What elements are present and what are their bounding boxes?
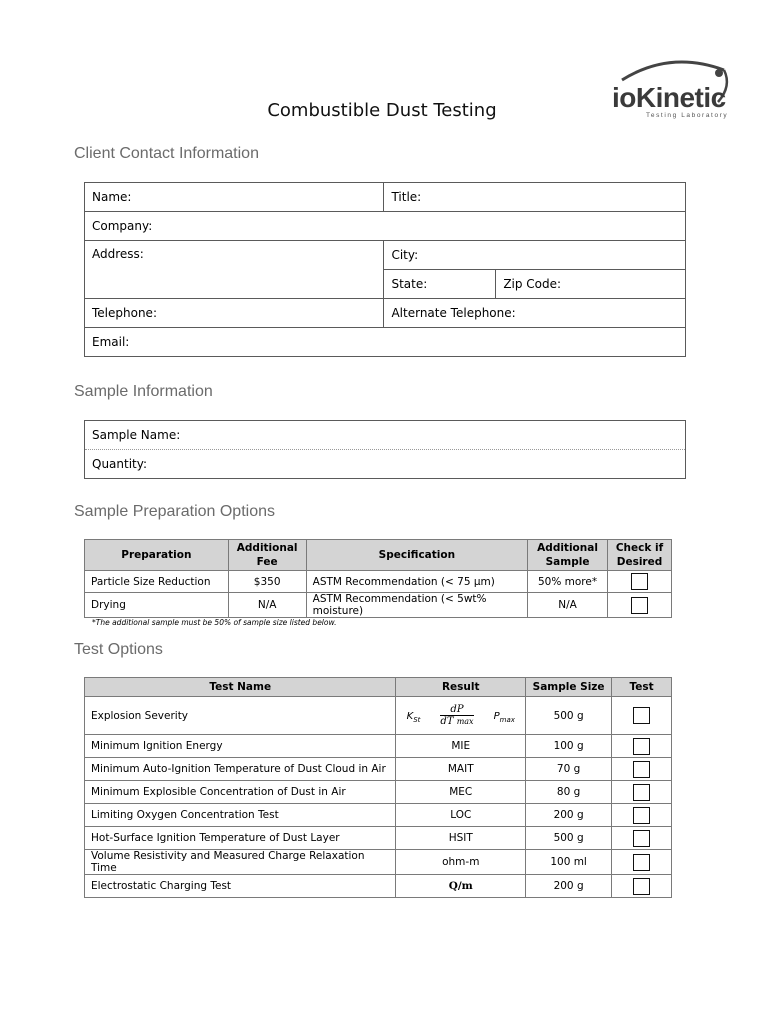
header-check-if-desired: Check if Desired	[608, 540, 672, 571]
header-additional-sample: Additional Sample	[528, 540, 608, 571]
test-check-cell	[612, 804, 672, 827]
test-result: Q/m	[396, 875, 526, 898]
test-check-cell	[612, 850, 672, 875]
table-row	[85, 804, 672, 827]
explosion-severity-checkbox[interactable]	[633, 707, 650, 724]
volume-resistivity-checkbox[interactable]	[633, 854, 650, 871]
quantity-field[interactable]: Quantity:	[85, 450, 686, 479]
city-field[interactable]: City:	[384, 241, 686, 270]
prep-additional-sample: 50% more*	[528, 571, 608, 593]
table-row	[85, 241, 686, 270]
company-field[interactable]: Company:	[85, 212, 686, 241]
state-field[interactable]: State:	[384, 270, 496, 299]
table-row	[85, 299, 686, 328]
loc-checkbox[interactable]	[633, 807, 650, 824]
test-name: Electrostatic Charging Test	[85, 875, 396, 898]
sample-name-field[interactable]: Sample Name:	[85, 421, 686, 450]
table-row	[85, 571, 672, 593]
test-result: MEC	[396, 781, 526, 804]
test-sample-size: 70 g	[526, 758, 612, 781]
table-row	[85, 781, 672, 804]
test-result: LOC	[396, 804, 526, 827]
test-sample-size: 80 g	[526, 781, 612, 804]
logo-brand: ioKinetic	[612, 82, 726, 113]
test-name: Minimum Ignition Energy	[85, 735, 396, 758]
prep-section-heading: Sample Preparation Options	[74, 503, 275, 520]
telephone-field[interactable]: Telephone:	[85, 299, 384, 328]
table-row	[85, 735, 672, 758]
table-row	[85, 875, 672, 898]
table-row	[85, 212, 686, 241]
test-name: Minimum Explosible Concentration of Dust in Air	[85, 781, 396, 804]
prep-spec: ASTM Recommendation (< 75 µm)	[306, 571, 527, 593]
prep-check-cell	[608, 571, 672, 593]
test-result: MAIT	[396, 758, 526, 781]
test-result: ohm-m	[396, 850, 526, 875]
particle-size-reduction-checkbox[interactable]	[631, 573, 648, 590]
test-result	[396, 697, 526, 735]
prep-spec: ASTM Recommendation (< 5wt% moisture)	[306, 593, 527, 618]
title-field[interactable]: Title:	[384, 183, 686, 212]
test-name: Hot-Surface Ignition Temperature of Dust Layer	[85, 827, 396, 850]
prep-additional-sample: N/A	[528, 593, 608, 618]
logo-tagline: Testing Laboratory	[646, 112, 729, 119]
test-result: HSIT	[396, 827, 526, 850]
hsit-checkbox[interactable]	[633, 830, 650, 847]
address-field[interactable]: Address:	[85, 241, 384, 299]
test-name: Limiting Oxygen Concentration Test	[85, 804, 396, 827]
test-sample-size: 200 g	[526, 804, 612, 827]
prep-check-cell	[608, 593, 672, 618]
prep-footnote: *The additional sample must be 50% of sample size listed below.	[92, 618, 337, 627]
test-options-table	[84, 677, 672, 898]
test-name: Minimum Auto-Ignition Temperature of Dust Cloud in Air	[85, 758, 396, 781]
table-row	[85, 758, 672, 781]
header-additional-fee: Additional Fee	[228, 540, 306, 571]
client-section-heading: Client Contact Information	[74, 145, 259, 162]
header-test-name: Test Name	[85, 678, 396, 697]
header-test: Test	[612, 678, 672, 697]
table-row	[85, 850, 672, 875]
drying-checkbox[interactable]	[631, 597, 648, 614]
header-result: Result	[396, 678, 526, 697]
email-field[interactable]: Email:	[85, 328, 686, 357]
pmax-symbol: $P_{max}$	[493, 710, 515, 724]
test-name: Volume Resistivity and Measured Charge Relaxation Time	[85, 850, 396, 875]
kst-symbol: $K_{St}$	[406, 710, 421, 724]
test-sample-size: 500 g	[526, 697, 612, 735]
test-sample-size: 100 ml	[526, 850, 612, 875]
table-row	[85, 328, 686, 357]
test-check-cell	[612, 697, 672, 735]
test-options-heading: Test Options	[74, 641, 163, 658]
header-sample-size: Sample Size	[526, 678, 612, 697]
header-specification: Specification	[306, 540, 527, 571]
table-header-row	[85, 540, 672, 571]
client-contact-table	[84, 182, 686, 357]
alternate-telephone-field[interactable]: Alternate Telephone:	[384, 299, 686, 328]
sample-section-heading: Sample Information	[74, 383, 213, 400]
zip-code-field[interactable]: Zip Code:	[496, 270, 686, 299]
table-header-row	[85, 678, 672, 697]
prep-fee: N/A	[228, 593, 306, 618]
table-row	[85, 593, 672, 618]
test-check-cell	[612, 758, 672, 781]
dp-dt-fraction: $\frac{dP}{\text{dT max}}$	[440, 704, 474, 727]
prep-name: Particle Size Reduction	[85, 571, 229, 593]
page-title-text: Combustible Dust Testing	[267, 100, 497, 121]
test-check-cell	[612, 827, 672, 850]
test-result: MIE	[396, 735, 526, 758]
table-row	[85, 827, 672, 850]
mait-checkbox[interactable]	[633, 761, 650, 778]
table-row	[85, 697, 672, 735]
test-name: Explosion Severity	[85, 697, 396, 735]
header-preparation: Preparation	[85, 540, 229, 571]
prep-name: Drying	[85, 593, 229, 618]
table-row	[85, 421, 686, 450]
table-row	[85, 183, 686, 212]
table-row	[85, 450, 686, 479]
test-check-cell	[612, 735, 672, 758]
test-check-cell	[612, 781, 672, 804]
test-sample-size: 200 g	[526, 875, 612, 898]
test-check-cell	[612, 875, 672, 898]
sample-info-table	[84, 420, 686, 479]
electrostatic-charging-checkbox[interactable]	[633, 878, 650, 895]
test-sample-size: 500 g	[526, 827, 612, 850]
prep-fee: $350	[228, 571, 306, 593]
test-sample-size: 100 g	[526, 735, 612, 758]
mie-checkbox[interactable]	[633, 738, 650, 755]
sample-prep-table	[84, 539, 672, 618]
page-title	[0, 100, 770, 121]
mec-checkbox[interactable]	[633, 784, 650, 801]
name-field[interactable]: Name:	[85, 183, 384, 212]
